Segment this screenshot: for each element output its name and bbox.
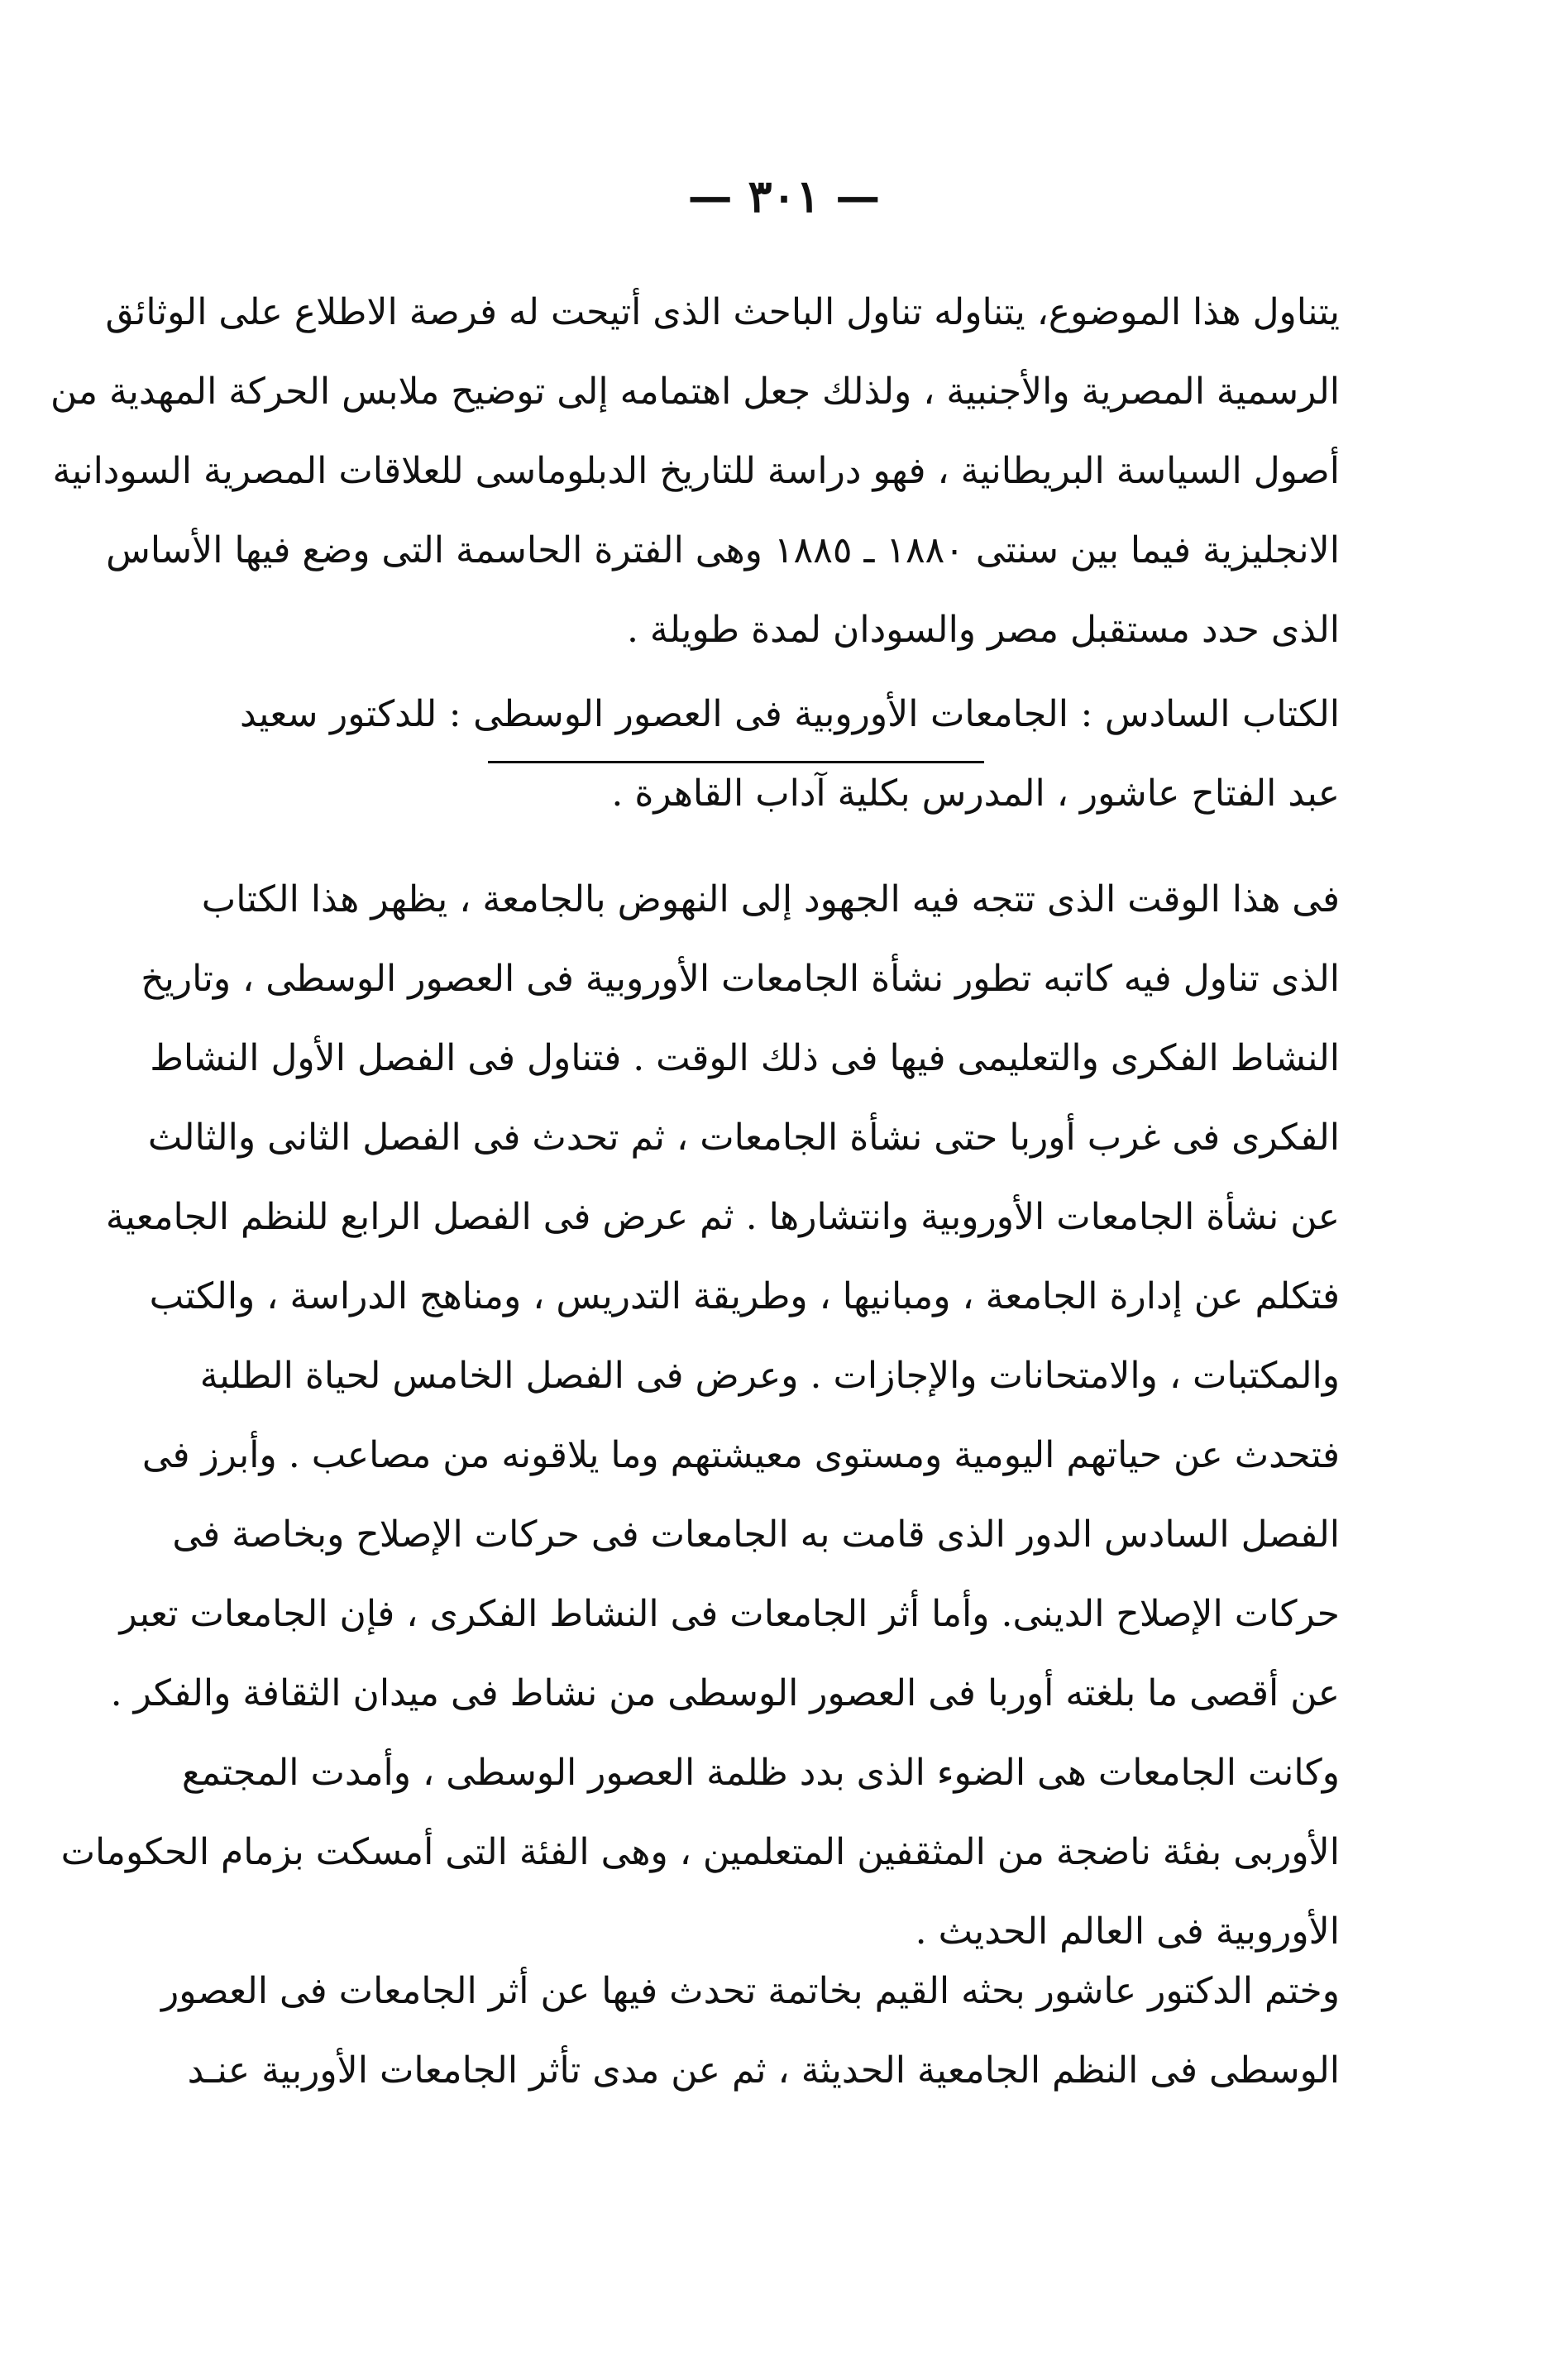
book-heading-author: عبد الفتاح عاشور ، المدرس بكلية آداب القاهرة . <box>611 772 1340 815</box>
book-heading-title: الكتاب السادس : الجامعات الأوروبية فى العصور الوسطى : للدكتور سعيد <box>240 693 1340 735</box>
text-line: الأوربى بفئة ناضجة من المثقفين المتعلمين ، وهى الفئة التى أمسكت بزمام الحكومات <box>60 1831 1340 1873</box>
text-line: فتكلم عن إدارة الجامعة ، ومبانيها ، وطريقة التدريس ، ومناهج الدراسة ، والكتب <box>149 1275 1340 1317</box>
paragraph-1 <box>50 273 1340 670</box>
page-number: — ٣٠١ — <box>687 170 881 222</box>
text-line: الذى حدد مستقبل مصر والسودان لمدة طويلة . <box>626 609 1340 651</box>
text-line: وختم الدكتور عاشور بحثه القيم بخاتمة تحدث فيها عن أثر الجامعات فى العصور <box>161 1970 1340 2012</box>
text-line: أصول السياسة البريطانية ، فهو دراسة للتاريخ الدبلوماسى للعلاقات المصرية السودانية <box>52 450 1340 492</box>
paragraph-2 <box>60 860 1340 1972</box>
text-line: والمكتبات ، والامتحانات والإجازات . وعرض فى الفصل الخامس لحياة الطلبة <box>199 1355 1340 1397</box>
text-line: فى هذا الوقت الذى تتجه فيه الجهود إلى النهوض بالجامعة ، يظهر هذا الكتاب <box>201 878 1340 920</box>
text-line: الانجليزية فيما بين سنتى ١٨٨٠ ـ ١٨٨٥ وهى الفترة الحاسمة التى وضع فيها الأساس <box>106 529 1340 571</box>
text-line: الذى تناول فيه كاتبه تطور نشأة الجامعات الأوروبية فى العصور الوسطى ، وتاريخ <box>141 958 1340 1000</box>
text-line: الفصل السادس الدور الذى قامت به الجامعات فى حركات الإصلاح وبخاصة فى <box>172 1513 1340 1556</box>
book-heading <box>240 675 1340 834</box>
text-line: الرسمية المصرية والأجنبية ، ولذلك جعل اهتمامه إلى توضيح ملابس الحركة المهدية من <box>50 371 1340 413</box>
text-line: فتحدث عن حياتهم اليومية ومستوى معيشتهم وما يلاقونه من مصاعب . وأبرز فى <box>141 1434 1340 1476</box>
text-line: وكانت الجامعات هى الضوء الذى بدد ظلمة العصور الوسطى ، وأمدت المجتمع <box>181 1752 1340 1794</box>
text-line: عن أقصى ما بلغته أوربا فى العصور الوسطى من نشاط فى ميدان الثقافة والفكر . <box>110 1672 1340 1714</box>
title-underline <box>488 761 984 763</box>
text-line: الأوروبية فى العالم الحديث . <box>915 1910 1340 1953</box>
text-line: يتناول هذا الموضوع، يتناوله تناول الباحث الذى أتيحت له فرصة الاطلاع على الوثائق <box>105 291 1340 333</box>
paragraph-3 <box>161 1952 1340 2111</box>
text-line: النشاط الفكرى والتعليمى فيها فى ذلك الوقت . فتناول فى الفصل الأول النشاط <box>150 1037 1340 1079</box>
text-line: الوسطى فى النظم الجامعية الحديثة ، ثم عن مدى تأثر الجامعات الأوربية عنـد <box>187 2049 1340 2092</box>
text-line: عن نشأة الجامعات الأوروبية وانتشارها . ثم عرض فى الفصل الرابع للنظم الجامعية <box>105 1196 1340 1238</box>
text-line: حركات الإصلاح الدينى. وأما أثر الجامعات فى النشاط الفكرى ، فإن الجامعات تعبر <box>119 1593 1340 1635</box>
text-line: الفكرى فى غرب أوربا حتى نشأة الجامعات ، ثم تحدث فى الفصل الثانى والثالث <box>147 1116 1340 1159</box>
